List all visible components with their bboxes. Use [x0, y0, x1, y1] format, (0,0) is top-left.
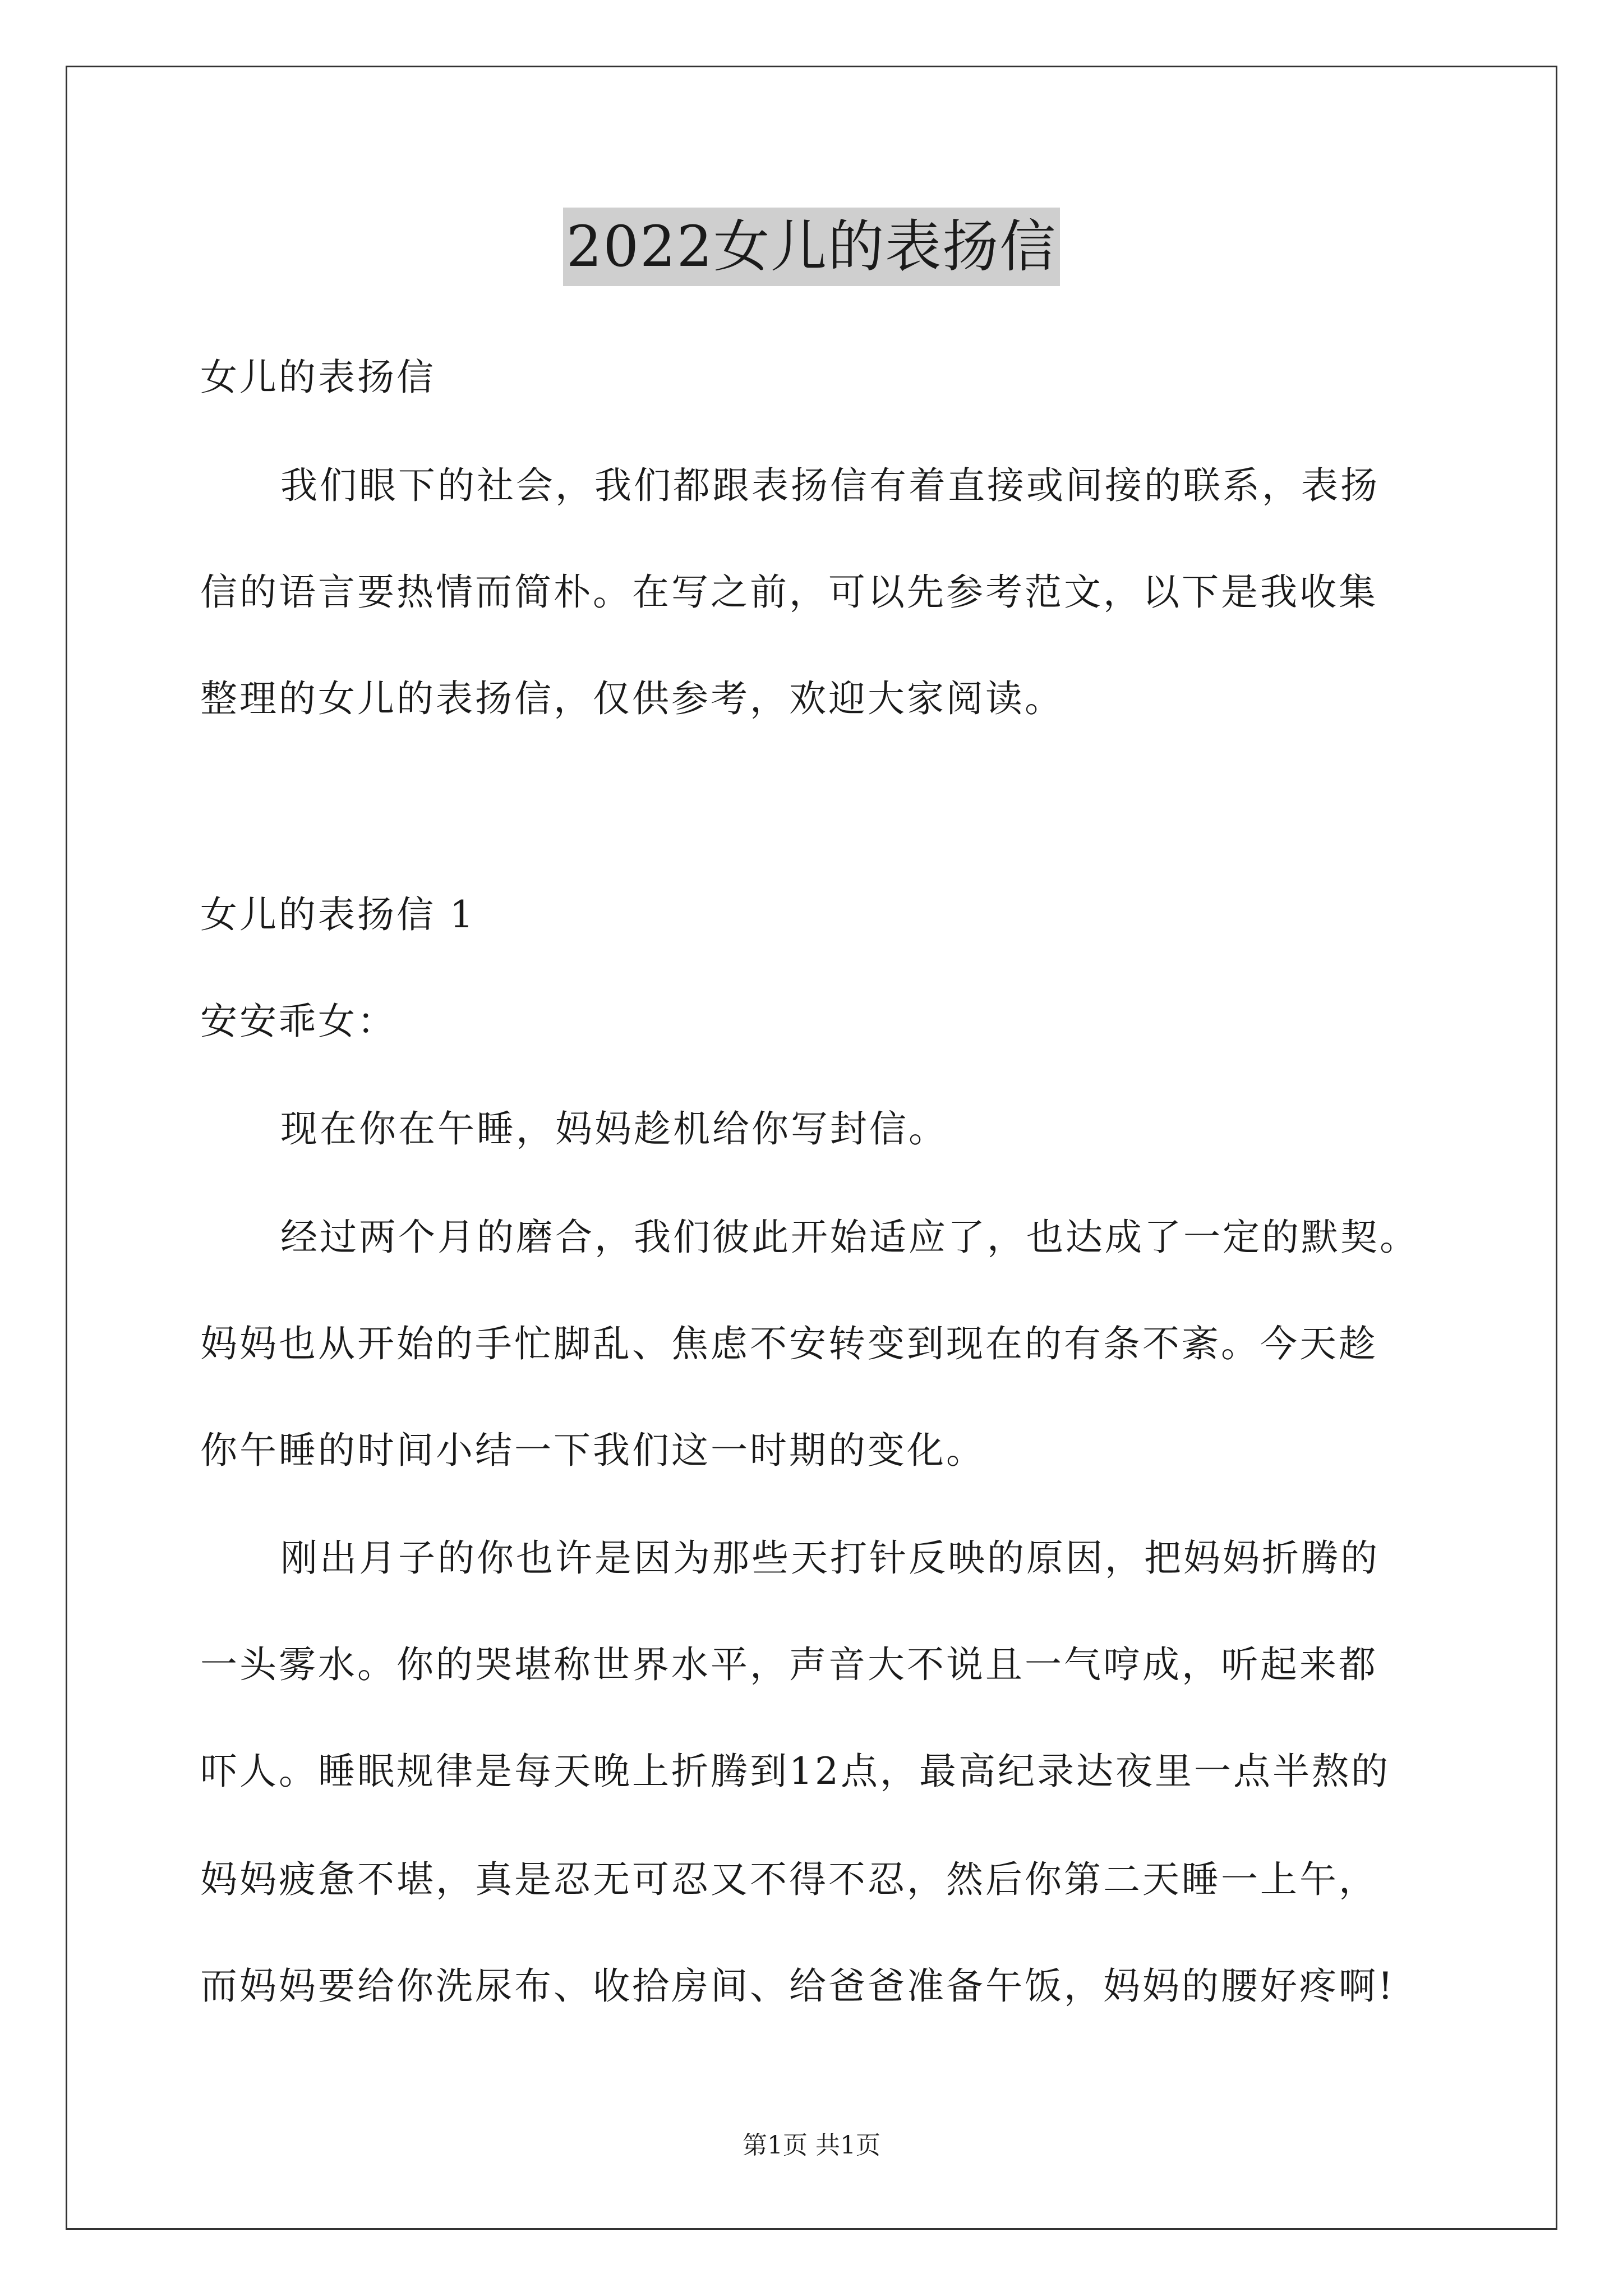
paragraph-line: 妈妈疲惫不堪，真是忍无可忍又不得不忍，然后你第二天睡一上午， — [200, 1858, 1378, 1901]
paragraph-line: 信的语言要热情而简朴。在写之前，可以先参考范文，以下是我收集 — [200, 570, 1378, 614]
paragraph-line: 妈妈也从开始的手忙脚乱、焦虑不安转变到现在的有条不紊。今天趁 — [200, 1322, 1378, 1365]
page-footer: 第1页 共1页 — [743, 2131, 880, 2160]
paragraph-line: 吓人。睡眠规律是每天晚上折腾到12点，最高纪录达夜里一点半熬的 — [200, 1750, 1390, 1793]
paragraph-line: 你午睡的时间小结一下我们这一时期的变化。 — [200, 1429, 985, 1472]
paragraph-line: 而妈妈要给你洗尿布、收拾房间、给爸爸准备午饭，妈妈的腰好疼啊! — [200, 1964, 1395, 2008]
paragraph-line: 我们眼下的社会，我们都跟表扬信有着直接或间接的联系，表扬 — [280, 464, 1380, 507]
section-heading: 女儿的表扬信 1 — [200, 893, 476, 936]
paragraph-line: 刚出月子的你也许是因为那些天打针反映的原因，把妈妈折腾的 — [280, 1536, 1380, 1580]
paragraph-line: 现在你在午睡，妈妈趁机给你写封信。 — [280, 1107, 948, 1151]
paragraph-line: 一头雾水。你的哭堪称世界水平，声音大不说且一气哼成，听起来都 — [200, 1643, 1378, 1686]
paragraph-line: 整理的女儿的表扬信，仅供参考，欢迎大家阅读。 — [200, 677, 1064, 720]
paragraph-line: 经过两个月的磨合，我们彼此开始适应了，也达成了一定的默契。 — [280, 1216, 1419, 1259]
section-heading: 女儿的表扬信 — [200, 356, 436, 399]
document-title: 2022女儿的表扬信 — [563, 208, 1061, 286]
title-container — [0, 208, 1623, 286]
salutation: 安安乖女： — [200, 1000, 396, 1043]
